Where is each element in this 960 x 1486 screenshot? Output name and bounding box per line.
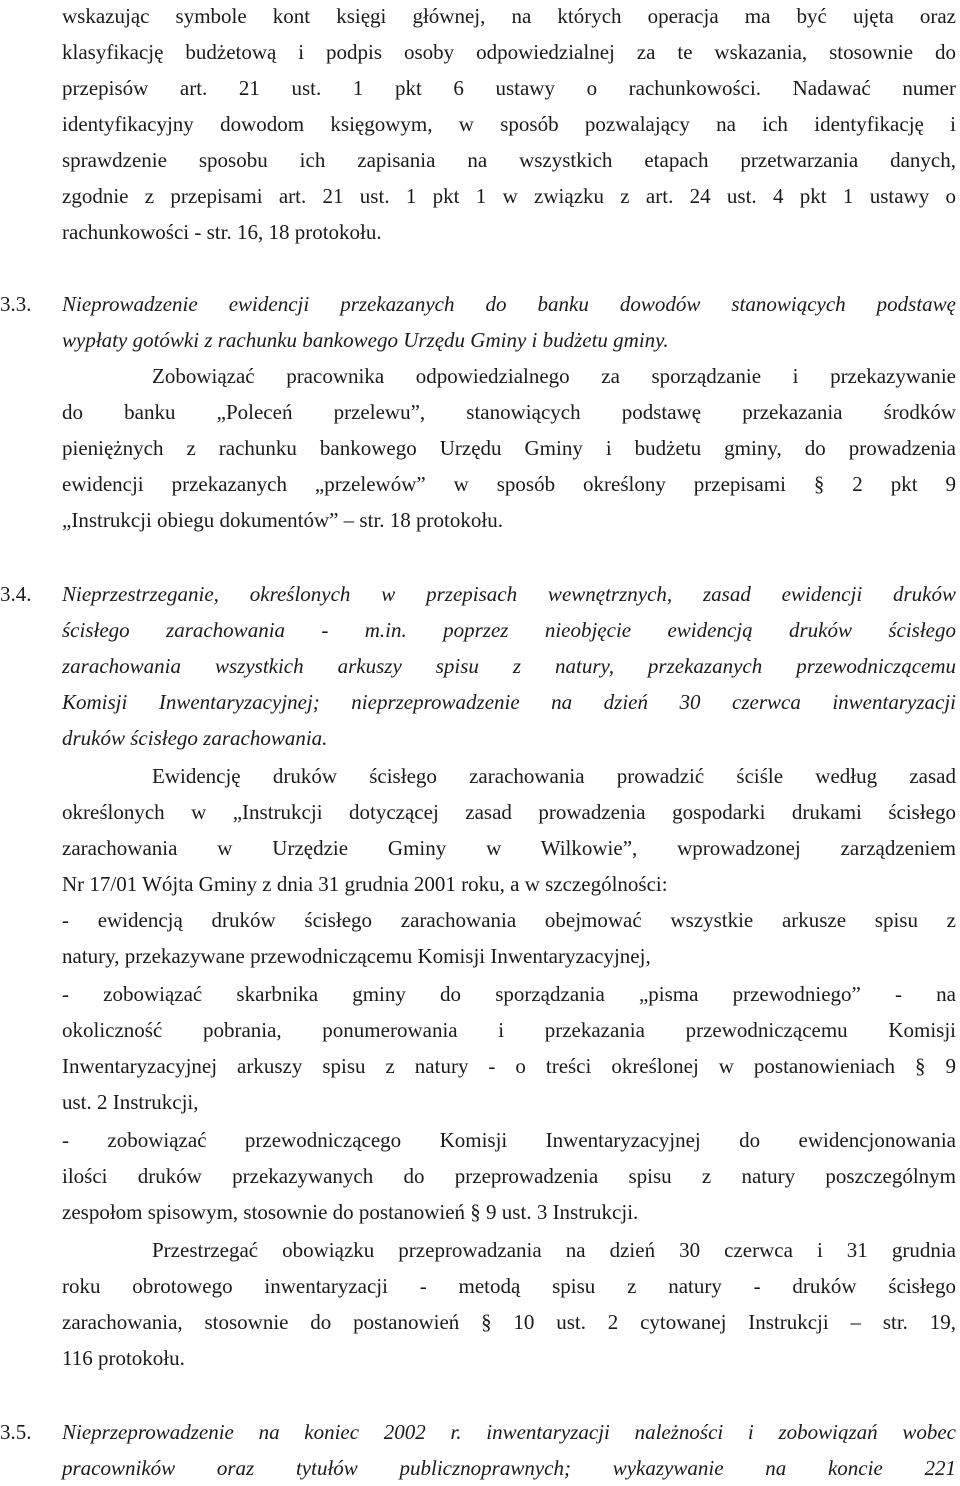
section-3-4-body-line: ust. 2 Instrukcji, bbox=[62, 1090, 199, 1114]
section-3-4-body-line: Inwentaryzacyjnej arkuszy spisu z natury - o treści określonej w postanowieniach § 9 bbox=[62, 1054, 956, 1078]
section-title-line: Nieprzestrzeganie, określonych w przepisach wewnętrznych, zasad ewidencji druków bbox=[62, 582, 956, 606]
section-3-3-body-line: „Instrukcji obiegu dokumentów” – str. 18 protokołu. bbox=[62, 508, 503, 532]
section-number: 3.3. bbox=[0, 292, 32, 316]
section-3-4-body-line: Ewidencję druków ścisłego zarachowania prowadzić ściśle według zasad bbox=[152, 764, 956, 788]
section-3-4-body-line: roku obrotowego inwentaryzacji - metodą spisu z natury - druków ścisłego bbox=[62, 1274, 956, 1298]
intro-line: przepisów art. 21 ust. 1 pkt 6 ustawy o rachunkowości. Nadawać numer bbox=[62, 76, 956, 100]
section-3-4-body-line: - zobowiązać przewodniczącego Komisji Inwentaryzacyjnej do ewidencjonowania bbox=[62, 1128, 956, 1152]
section-number: 3.5. bbox=[0, 1420, 32, 1444]
section-title-line: zarachowania wszystkich arkuszy spisu z natury, przekazanych przewodniczącemu bbox=[62, 654, 956, 678]
section-title-line: Komisji Inwentaryzacyjnej; nieprzeprowadzenie na dzień 30 czerwca inwentaryzacji bbox=[62, 690, 956, 714]
section-3-4-body-line: określonych w „Instrukcji dotyczącej zasad prowadzenia gospodarki drukami ścisłego bbox=[62, 800, 956, 824]
intro-line: zgodnie z przepisami art. 21 ust. 1 pkt 1 w związku z art. 24 ust. 4 pkt 1 ustawy o bbox=[62, 184, 956, 208]
section-3-4-body-line: okoliczność pobrania, ponumerowania i przekazania przewodniczącemu Komisji bbox=[62, 1018, 956, 1042]
section-3-4-body-line: Nr 17/01 Wójta Gminy z dnia 31 grudnia 2001 roku, a w szczególności: bbox=[62, 872, 668, 896]
section-3-4-body-line: - ewidencją druków ścisłego zarachowania obejmować wszystkie arkusze spisu z bbox=[62, 908, 956, 932]
intro-line: identyfikacyjny dowodom księgowym, w sposób pozwalający na ich identyfikację i bbox=[62, 112, 956, 136]
intro-line: klasyfikację budżetową i podpis osoby odpowiedzialnej za te wskazania, stosownie do bbox=[62, 40, 956, 64]
section-3-3-body-line: ewidencji przekazanych „przelewów” w sposób określony przepisami § 2 pkt 9 bbox=[62, 472, 956, 496]
section-title-line: druków ścisłego zarachowania. bbox=[62, 726, 328, 750]
section-3-4-body-line: natury, przekazywane przewodniczącemu Komisji Inwentaryzacyjnej, bbox=[62, 944, 651, 968]
section-title-line: wypłaty gotówki z rachunku bankowego Urzędu Gminy i budżetu gminy. bbox=[62, 328, 669, 352]
section-3-4-body-line: ilości druków przekazywanych do przeprowadzenia spisu z natury poszczególnym bbox=[62, 1164, 956, 1188]
section-3-4-body-line: zarachowania w Urzędzie Gminy w Wilkowie”, wprowadzonej zarządzeniem bbox=[62, 836, 956, 860]
section-3-3-body-line: Zobowiązać pracownika odpowiedzialnego za sporządzanie i przekazywanie bbox=[152, 364, 956, 388]
section-title-line: Nieprzeprowadzenie na koniec 2002 r. inwentaryzacji należności i zobowiązań wobec bbox=[62, 1420, 956, 1444]
section-3-4-body-line: - zobowiązać skarbnika gminy do sporządzania „pisma przewodniego” - na bbox=[62, 982, 956, 1006]
section-3-3-body-line: pieniężnych z rachunku bankowego Urzędu Gminy i budżetu gminy, do prowadzenia bbox=[62, 436, 956, 460]
section-3-3-body-line: do banku „Poleceń przelewu”, stanowiących podstawę przekazania środków bbox=[62, 400, 956, 424]
section-number: 3.4. bbox=[0, 582, 32, 606]
intro-line: sprawdzenie sposobu ich zapisania na wszystkich etapach przetwarzania danych, bbox=[62, 148, 956, 172]
section-3-4-heading bbox=[0, 576, 956, 612]
section-title-line: ścisłego zarachowania - m.in. poprzez nieobjęcie ewidencją druków ścisłego bbox=[62, 618, 956, 642]
section-3-5-heading bbox=[0, 1414, 956, 1450]
section-title-line: Nieprowadzenie ewidencji przekazanych do banku dowodów stanowiących podstawę bbox=[62, 292, 956, 316]
section-3-4-body-line: Przestrzegać obowiązku przeprowadzania na dzień 30 czerwca i 31 grudnia bbox=[152, 1238, 956, 1262]
intro-line: wskazując symbole kont księgi głównej, na których operacja ma być ujęta oraz bbox=[62, 4, 956, 28]
section-title-line: pracowników oraz tytułów publicznoprawnych; wykazywanie na koncie 221 bbox=[62, 1456, 956, 1480]
section-3-4-body-line: zespołom spisowym, stosownie do postanowień § 9 ust. 3 Instrukcji. bbox=[62, 1200, 639, 1224]
section-3-4-body-line: zarachowania, stosownie do postanowień § 10 ust. 2 cytowanej Instrukcji – str. 19, bbox=[62, 1310, 956, 1334]
intro-line: rachunkowości - str. 16, 18 protokołu. bbox=[62, 220, 382, 244]
section-3-3-heading bbox=[0, 286, 956, 322]
section-3-4-body-line: 116 protokołu. bbox=[62, 1346, 185, 1370]
